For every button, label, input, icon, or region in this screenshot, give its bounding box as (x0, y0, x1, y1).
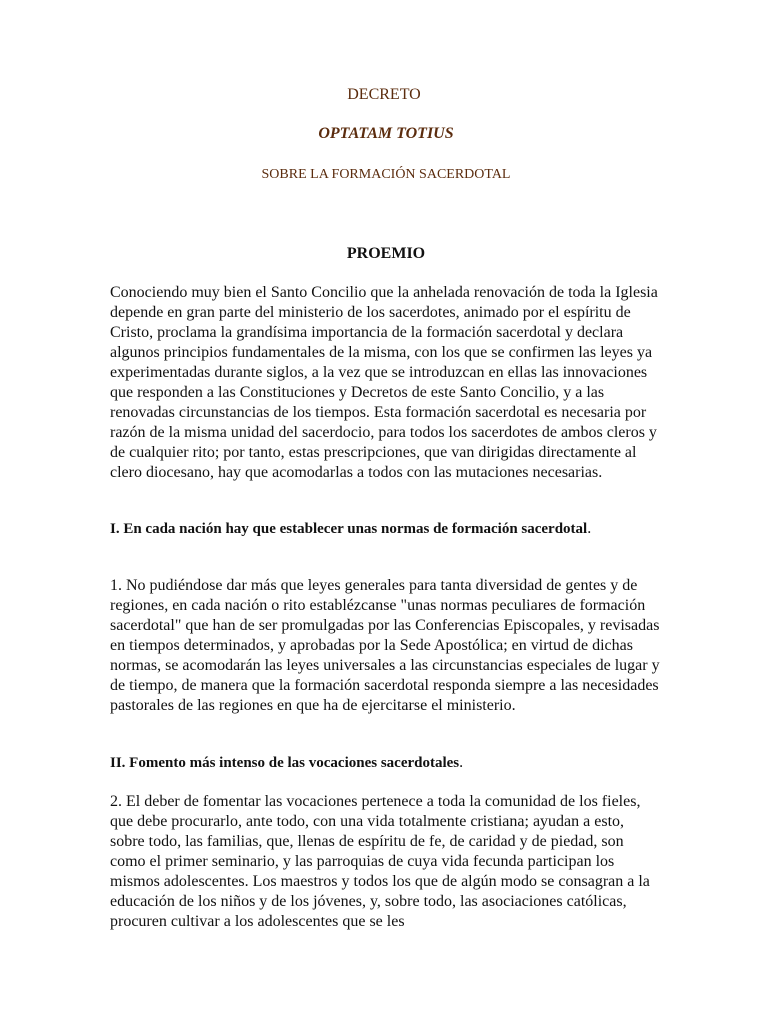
decree-title: DECRETO (347, 86, 421, 103)
proemio-heading: PROEMIO (346, 245, 426, 262)
section-heading-2-text: II. Fomento más intenso de las vocaciones sacerdotales (110, 755, 460, 771)
decree-subtitle: OPTATAM TOTIUS (318, 125, 454, 142)
paragraph-2: 2. El deber de fomentar las vocaciones pertenece a toda la comunidad de los fieles, que debe procurarlo, ante todo, con una vida totalmente cristiana; ayudan a esto, sobre todo, las familias, que, llenas de espíritu de fe, de caridad y de piedad, son como el primer seminario, y las parroquias de cuya vida fecunda participan los mismos adolescentes. Los maestros y todos los que de algún modo se consagran a la educación de los niños y de los jóvenes, y, sobre todo, las asociaciones católicas, procuren cultivar a los adolescentes que se les (110, 793, 650, 930)
section-heading-1 (110, 518, 662, 540)
decree-topic: SOBRE LA FORMACIÓN SACERDOTAL (261, 167, 511, 182)
intro-paragraph: Conociendo muy bien el Santo Concilio que la anhelada renovación de toda la Iglesia depende en gran parte del ministerio de los sacerdotes, animado por el espíritu de Cristo, proclama la grandísima importancia de la formación sacerdotal y declara algunos principios fundamentales de la misma, con los que se confirmen las leyes ya experimentadas durante siglos, a la vez que se introduzcan en ellas las innovaciones que responden a las Constituciones y Decretos de este Santo Concilio, y a las renovadas circunstancias de los tiempos. Esta formación sacerdotal es necesaria por razón de la misma unidad del sacerdocio, para todos los sacerdotes de ambos cleros y de cualquier rito; por tanto, estas prescripciones, que van dirigidas directamente al clero diocesano, hay que acomodarlas a todos con las mutaciones necesarias. (110, 284, 658, 481)
section-heading-2 (110, 752, 662, 774)
paragraph-1: 1. No pudiéndose dar más que leyes generales para tanta diversidad de gentes y de regiones, en cada nación o rito establézcanse "unas normas peculiares de formación sacerdotal" que han de ser promulgadas por las Conferencias Episcopales, y revisadas en tiempos determinados, y aprobadas por la Sede Apostólica; en virtud de dichas normas, se acomodarán las leyes universales a las circunstancias especiales de lugar y de tiempo, de manera que la formación sacerdotal responda siempre a las necesidades pastorales de las regiones en que ha de ejercitarse el ministerio. (110, 577, 660, 714)
section-heading-1-end: . (587, 520, 592, 537)
section-heading-1-text: I. En cada nación hay que establecer unas normas de formación sacerdotal (110, 521, 588, 537)
section-heading-2-end: . (459, 754, 464, 771)
